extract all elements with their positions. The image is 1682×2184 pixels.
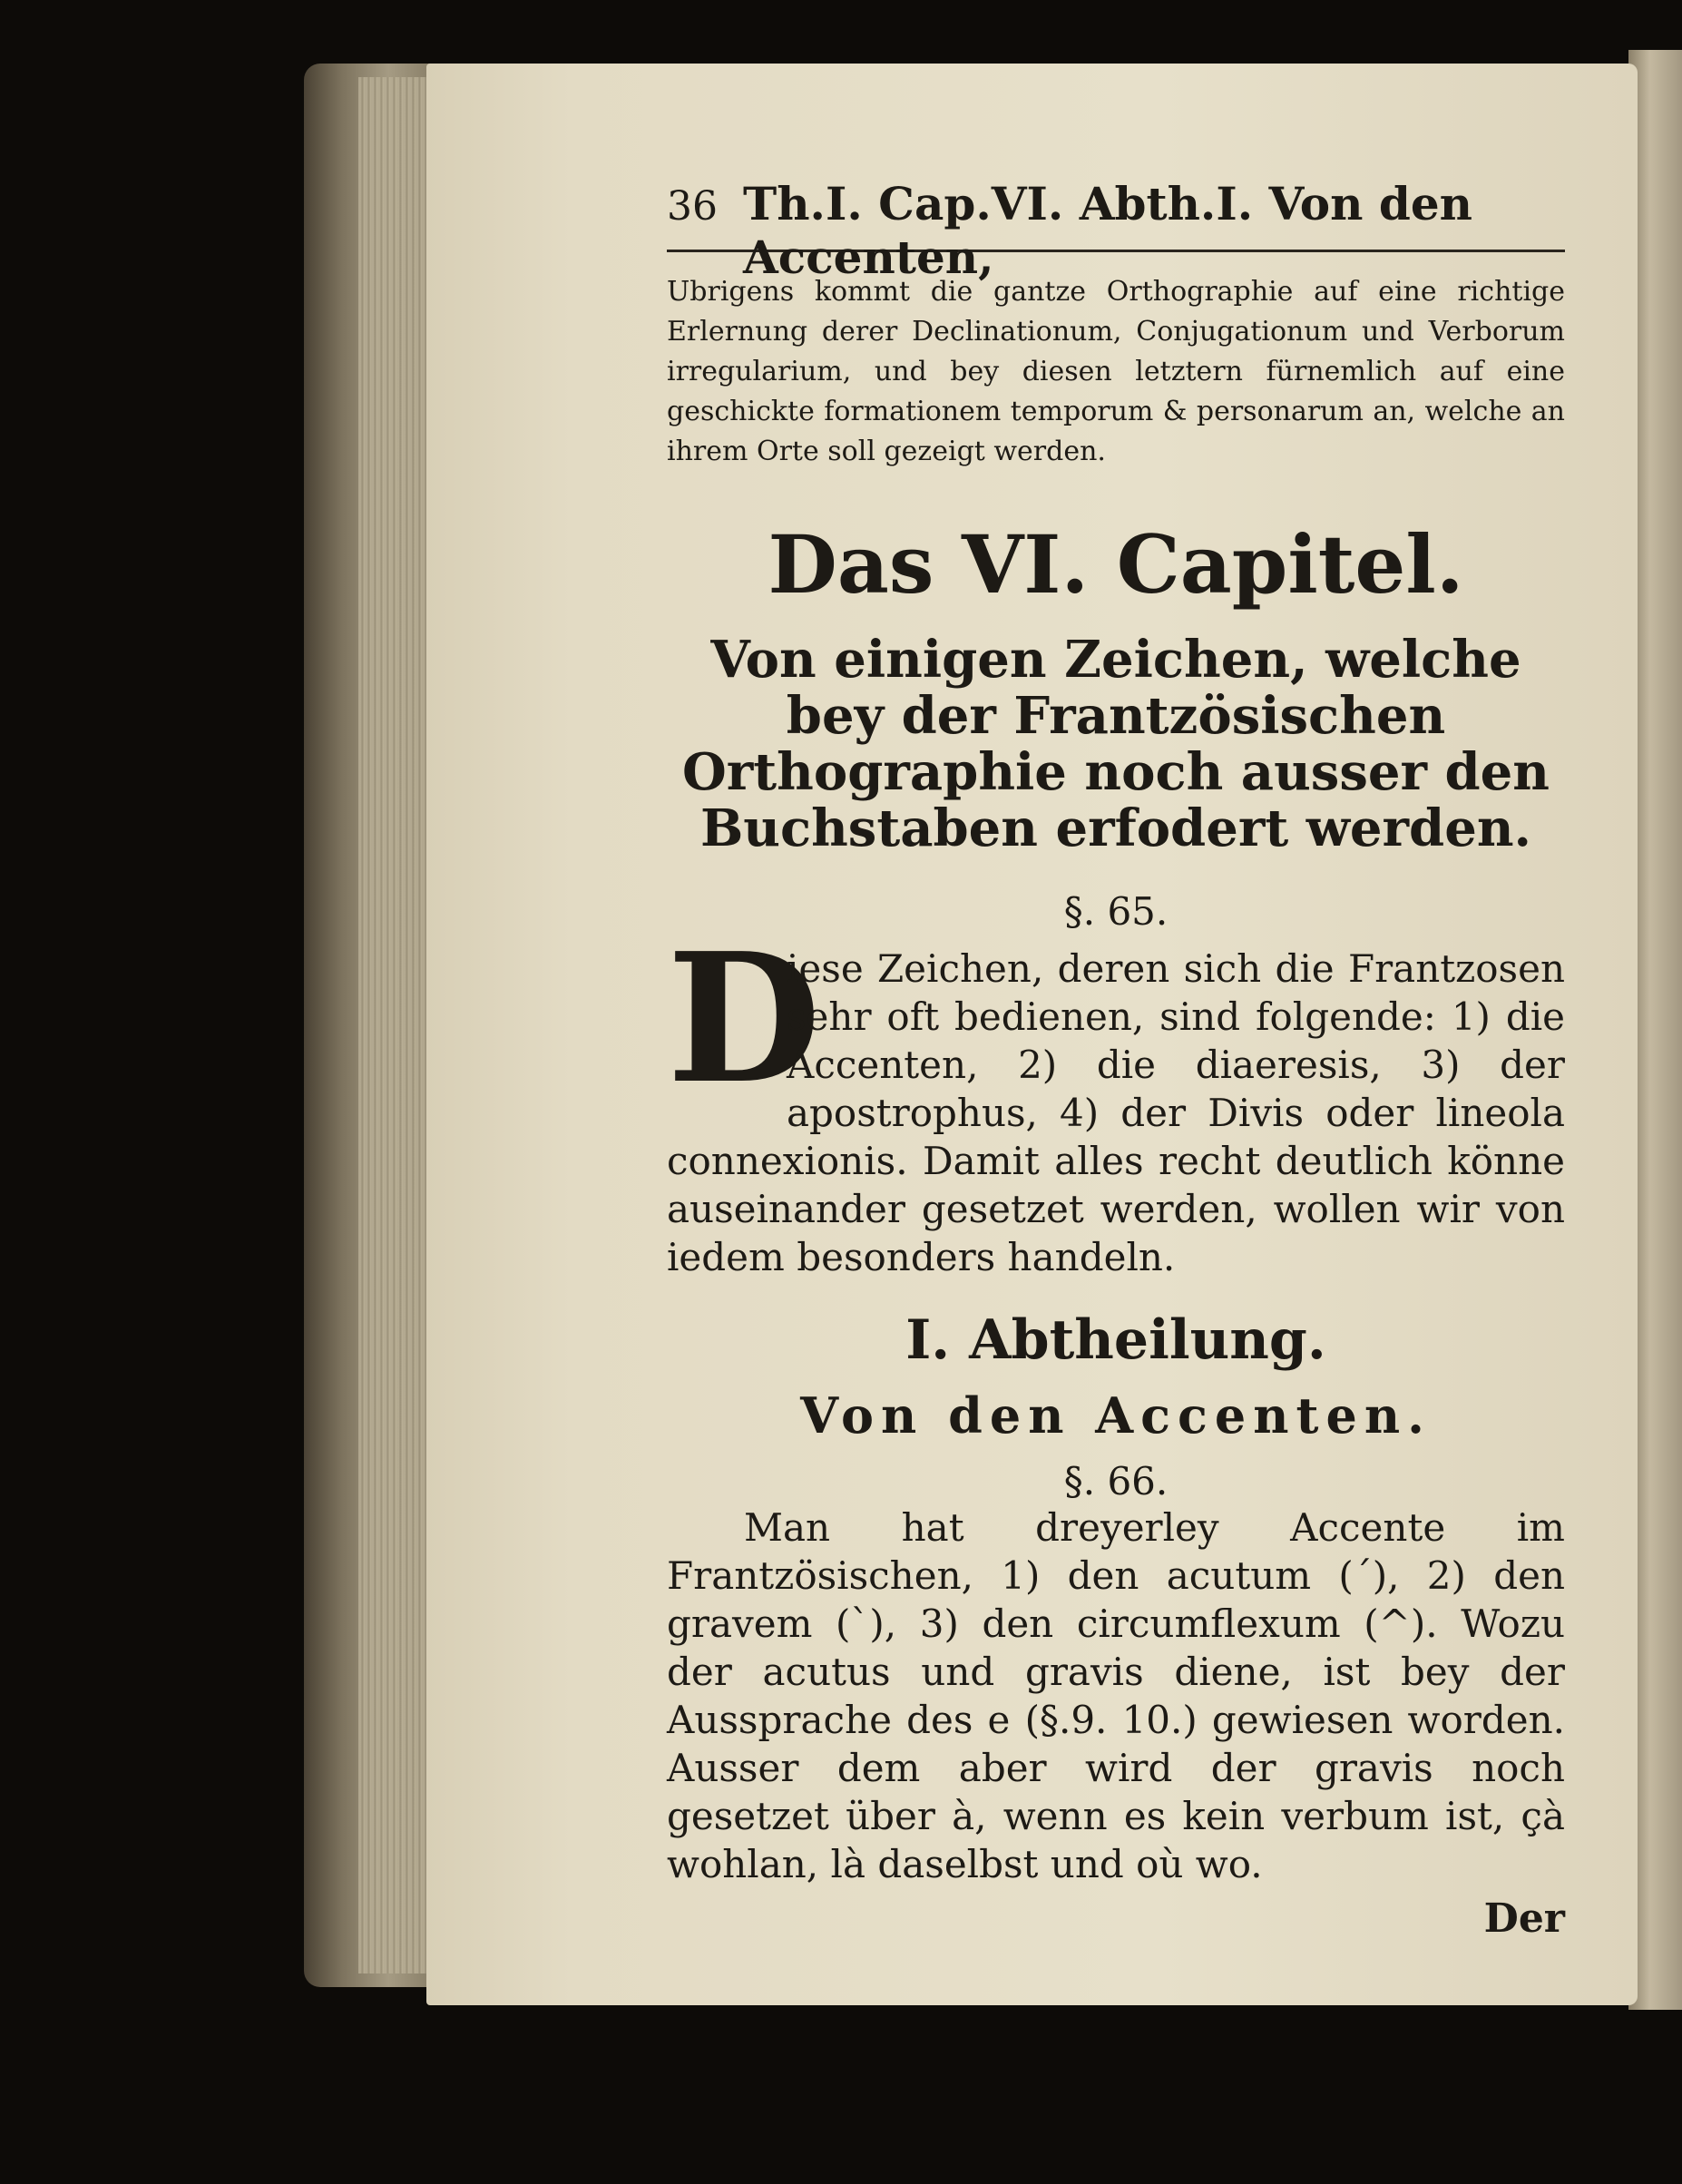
page-text [667, 177, 1565, 1942]
section-66-number: §. 66. [1063, 1459, 1169, 1503]
intro-paragraph: Ubrigens kommt die gantze Orthographie auf eine richtige Erlernung derer Declinationum, Conjugationum und Verborum irregularium, und bey diesen letztern fürnemlich auf eine geschickte formationem temporum & personarum an, welche an ihrem Orte soll gezeigt werden. [667, 276, 1565, 467]
chapter-subtitle: Von einigen Zeichen, welche bey der Frantzösischen Orthographie noch ausser den Buchstaben erfodert werden. [682, 630, 1550, 858]
chapter-title: Das VI. Capitel. [768, 517, 1464, 612]
catchword: Der [1483, 1895, 1565, 1942]
section-65-text: iese Zeichen, deren sich die Frantzosen sehr oft bedienen, sind folgende: 1) die Accenten, 2) die diaeresis, 3) der apostrophus, 4) der Divis oder lineola connexionis. Damit alles recht deutlich könne auseinander gesetzet werden, wollen wir von iedem besonders handeln. [667, 946, 1565, 1279]
part-heading: I. Abtheilung. [905, 1308, 1326, 1372]
section-65-number: §. 65. [1063, 889, 1169, 934]
section-66-paragraph: Man hat dreyerley Accente im Frantzösischen, 1) den acutum (´), 2) den gravem (`), 3) den circumflexum (^). Wozu der acutus und gravis diene, ist bey der Aussprache des e (§.9. 10.) gewiesen worden. Ausser dem aber wird der gravis noch gesetzet über à, wenn es kein verbum ist, çà wohlan, là daselbst und où wo. [667, 1505, 1565, 1886]
running-head-title: Th.I. Cap.VI. Abth.I. Von den Accenten, [743, 177, 1472, 284]
running-head [667, 177, 1565, 284]
section-65-paragraph [667, 915, 1565, 1281]
page-number: 36 [667, 183, 718, 230]
dropcap-letter: D [667, 915, 821, 1123]
part-title: Von den Accenten. [800, 1386, 1432, 1445]
